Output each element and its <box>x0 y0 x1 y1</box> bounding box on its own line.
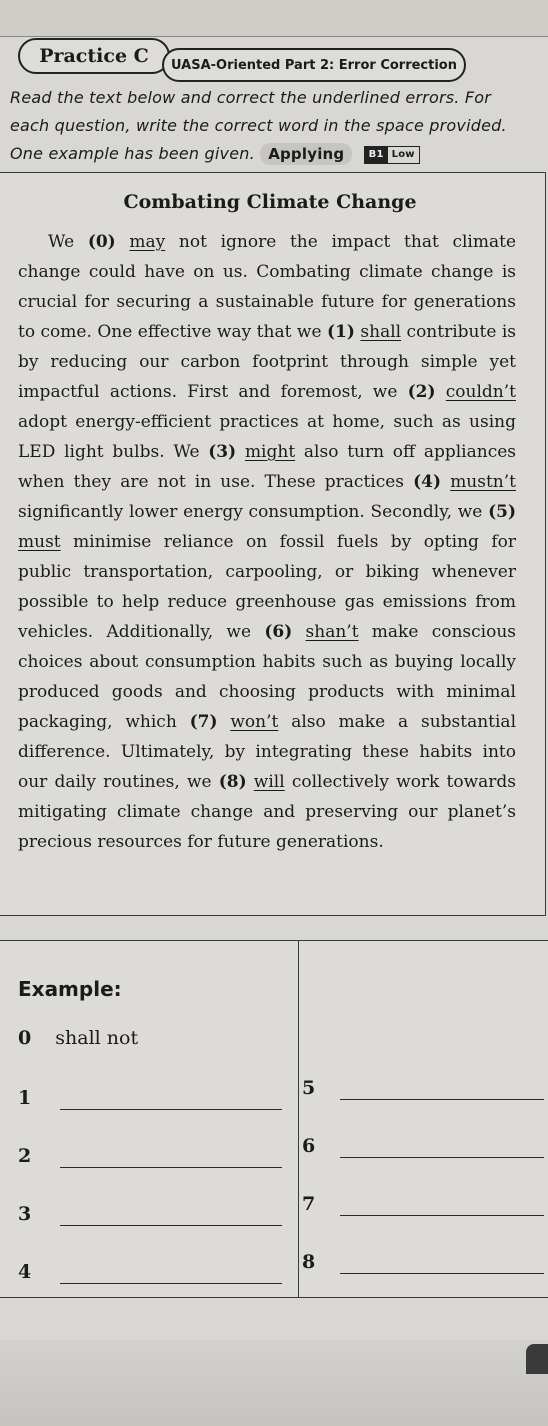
passage-text <box>218 712 231 732</box>
question-number: (4) <box>413 472 442 492</box>
skill-badge: Applying <box>260 143 352 165</box>
answer-table <box>0 940 548 1298</box>
passage-text <box>436 382 446 402</box>
answer-slot-5[interactable] <box>302 1077 315 1099</box>
answer-number: 3 <box>18 1203 32 1225</box>
level-code: B1 <box>365 147 388 163</box>
example-label: Example: <box>18 977 122 1001</box>
underlined-error: shall <box>360 322 402 342</box>
underlined-error: might <box>244 442 296 462</box>
passage-text <box>441 472 450 492</box>
passage-text: significantly lower energy consumption. Secondly, we <box>18 502 489 522</box>
passage-text <box>236 442 245 462</box>
question-number: (2) <box>407 382 436 402</box>
question-number: (5) <box>488 502 516 522</box>
section-label: UASA-Oriented Part 2: Error Correction <box>162 48 466 82</box>
passage-text: contribute is by reducing our carbon footprint through simple yet impactful actions. First and foremost, we <box>18 322 517 402</box>
answer-line[interactable] <box>60 1109 282 1110</box>
passage-text: not ignore the impact that climate change could have on us. Combating climate change is crucial for securing a sustainable future for generations to come. One effective way that we <box>18 232 516 342</box>
question-number: (3) <box>208 442 237 462</box>
passage-text: We <box>48 232 88 252</box>
answer-number: 2 <box>18 1145 32 1167</box>
underlined-error: shan’t <box>305 622 359 642</box>
underlined-error: will <box>253 772 285 792</box>
underlined-error: must <box>18 532 61 552</box>
passage-text: also turn off appliances when they are not in use. These practices <box>18 442 517 492</box>
previous-page-edge <box>0 0 548 37</box>
underlined-error: won’t <box>230 712 279 732</box>
answer-number: 1 <box>18 1087 32 1109</box>
instructions-text: Read the text below and correct the underlined errors. For each question, write the correct word in the space provided. One example has been given. <box>10 88 507 163</box>
page-bottom-area <box>0 1340 548 1426</box>
answer-slot-2[interactable] <box>18 1145 31 1167</box>
answer-slot-7[interactable] <box>302 1193 315 1215</box>
passage-text: adopt energy-efficient practices at home, such as using LED light bulbs. We <box>18 412 516 462</box>
question-number: (8) <box>218 772 247 792</box>
answer-line[interactable] <box>60 1167 282 1168</box>
answer-line[interactable] <box>340 1215 544 1216</box>
answer-number: 7 <box>302 1193 316 1215</box>
question-number: (1) <box>326 322 355 342</box>
answer-number: 4 <box>18 1261 32 1283</box>
answer-line[interactable] <box>340 1157 544 1158</box>
answer-slot-4[interactable] <box>18 1261 31 1283</box>
page-corner-shadow <box>526 1344 548 1374</box>
worksheet-header <box>10 38 540 82</box>
example-number: 0 <box>18 1027 32 1049</box>
passage-text: also make a substantial difference. Ultimately, by integrating these habits into our daily routines, we <box>18 712 517 792</box>
answer-line[interactable] <box>60 1225 282 1226</box>
passage-text <box>292 622 305 642</box>
answer-slot-3[interactable] <box>18 1203 31 1225</box>
question-number: (6) <box>264 622 293 642</box>
level-text: Low <box>391 148 415 160</box>
example-row <box>18 1027 138 1049</box>
underlined-error: couldn’t <box>445 382 516 402</box>
answer-slot-8[interactable] <box>302 1251 315 1273</box>
underlined-error: mustn’t <box>450 472 516 492</box>
passage-text <box>116 232 130 252</box>
passage-text: make conscious choices about consumption habits such as buying locally produced goods and choosing products with minimal packaging, which <box>18 622 516 732</box>
passage-body <box>18 227 516 857</box>
question-number: (7) <box>189 712 218 732</box>
passage-text <box>247 772 254 792</box>
example-answer: shall not <box>55 1027 139 1049</box>
answer-line[interactable] <box>340 1099 544 1100</box>
level-badge <box>364 146 420 164</box>
instructions <box>10 84 532 168</box>
answer-line[interactable] <box>60 1283 282 1284</box>
passage-text: minimise reliance on fossil fuels by opting for public transportation, carpooling, or biking whenever possible to help reduce greenhouse gas emissions from vehicles. Additionally, we <box>18 532 516 642</box>
answer-number: 5 <box>302 1077 316 1099</box>
answer-slot-1[interactable] <box>18 1087 31 1109</box>
answer-number: 8 <box>302 1251 316 1273</box>
practice-label: Practice C <box>18 38 170 74</box>
answer-number: 6 <box>302 1135 316 1157</box>
passage-box <box>0 172 546 916</box>
question-number: (0) <box>87 232 116 252</box>
passage-title: Combating Climate Change <box>123 191 417 213</box>
passage-text: collectively work towards mitigating climate change and preserving our planet’s precious resources for future generations. <box>18 772 516 852</box>
answer-column-divider <box>298 941 299 1297</box>
answer-slot-6[interactable] <box>302 1135 315 1157</box>
underlined-error: may <box>129 232 166 252</box>
answer-line[interactable] <box>340 1273 544 1274</box>
